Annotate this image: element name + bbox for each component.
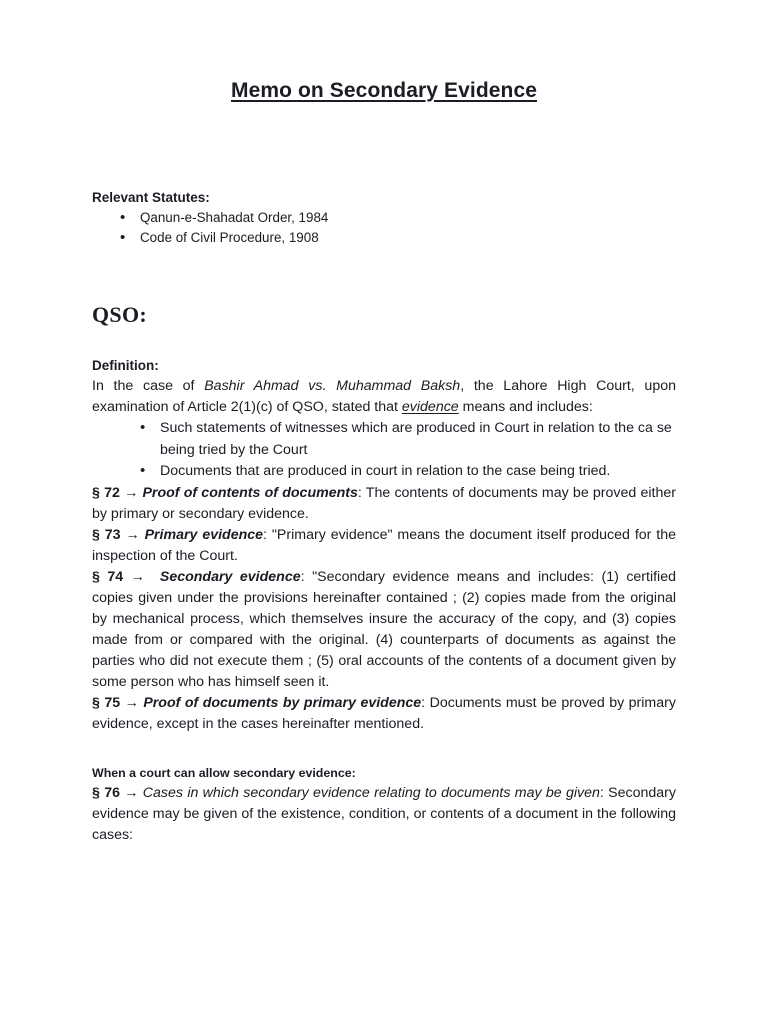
definition-heading: Definition: <box>92 358 159 374</box>
section-72 <box>92 483 676 525</box>
section-colon: : <box>599 784 604 801</box>
section-colon: : <box>263 526 267 543</box>
definition-middle: , the Lahore High Court, upon examination of Article 2(1)(c) of QSO, stated that <box>92 377 676 415</box>
right-arrow-icon: → <box>125 526 140 543</box>
qso-heading: QSO: <box>92 302 147 328</box>
section-75 <box>92 693 676 735</box>
document-content <box>92 0 676 846</box>
section-colon: : <box>300 568 305 585</box>
section-number: 73 <box>104 526 121 543</box>
section-title: Proof of contents of documents <box>142 484 358 501</box>
list-item <box>92 208 676 228</box>
section-text: "Secondary evidence means and includes: (1) certified copies given under the provisions hereinafter contained ; (2) copies made from the original by mechanical process, which themselves insure the accuracy of the copy, and (3) copies made from or compared with the original. (4) counterparts of documents as against the parties who did not execute them ; (5) oral accounts of the contents of a document given by some person who has himself seen it. <box>92 568 676 690</box>
page-title <box>92 0 676 104</box>
definition-item-label: Documents that are produced in court in relation to the case being tried. <box>160 463 611 480</box>
right-arrow-icon: → <box>124 484 139 501</box>
section-title: Proof of documents by primary evidence <box>143 694 422 711</box>
definition-paragraph <box>92 376 676 418</box>
page-title-text: Memo on Secondary Evidence <box>230 79 538 102</box>
section-number: 72 <box>104 484 120 501</box>
statute-item-label: Code of Civil Procedure, 1908 <box>140 229 319 245</box>
definition-lead: In the case of <box>92 377 205 394</box>
section-text: "Primary evidence" means the document itself produced for the inspection of the Court. <box>92 526 676 564</box>
case-citation: Bashir Ahmad vs. Muhammad Baksh <box>204 377 461 394</box>
section-symbol: § <box>92 784 100 801</box>
definition-item-label: Such statements of witnesses which are produced in Court in relation to the ca se being tried by the Court <box>160 420 672 458</box>
section-text: Documents must be proved by primary evidence, except in the cases hereinafter mentioned. <box>92 694 676 732</box>
section-symbol: § <box>92 526 100 543</box>
section-number: 76 <box>104 784 120 801</box>
section-text: Secondary evidence may be given of the existence, condition, or contents of a document in the following cases: <box>92 784 676 843</box>
list-item <box>92 461 676 483</box>
evidence-term: evidence <box>401 399 459 415</box>
list-item <box>92 228 676 248</box>
definition-tail: means and includes: <box>458 399 593 415</box>
section-symbol: § <box>92 568 100 585</box>
list-item <box>92 418 676 461</box>
section-number: 75 <box>104 694 121 711</box>
section-colon: : <box>421 694 426 711</box>
right-arrow-icon: → <box>124 694 139 711</box>
section-74 <box>92 567 676 693</box>
section-colon: : <box>357 484 362 501</box>
section-title: Secondary evidence <box>159 568 301 585</box>
section-73 <box>92 525 676 567</box>
relevant-statutes-list <box>92 208 676 248</box>
section-text: The contents of documents may be proved either by primary or secondary evidence. <box>92 484 676 522</box>
when-court-allows-heading: When a court can allow secondary evidence: <box>92 765 356 780</box>
relevant-statutes-heading: Relevant Statutes: <box>92 190 210 206</box>
section-76 <box>92 783 676 846</box>
section-symbol: § <box>92 484 100 501</box>
right-arrow-icon: → <box>124 784 139 801</box>
section-symbol: § <box>92 694 100 711</box>
right-arrow-icon: → <box>130 568 145 585</box>
definition-items-list <box>92 418 676 483</box>
section-title: Primary evidence <box>144 526 264 543</box>
statute-item-label: Qanun-e-Shahadat Order, 1984 <box>140 209 329 225</box>
section-number: 74 <box>107 568 124 585</box>
section-title: Cases in which secondary evidence relating to documents may be given <box>142 784 600 801</box>
